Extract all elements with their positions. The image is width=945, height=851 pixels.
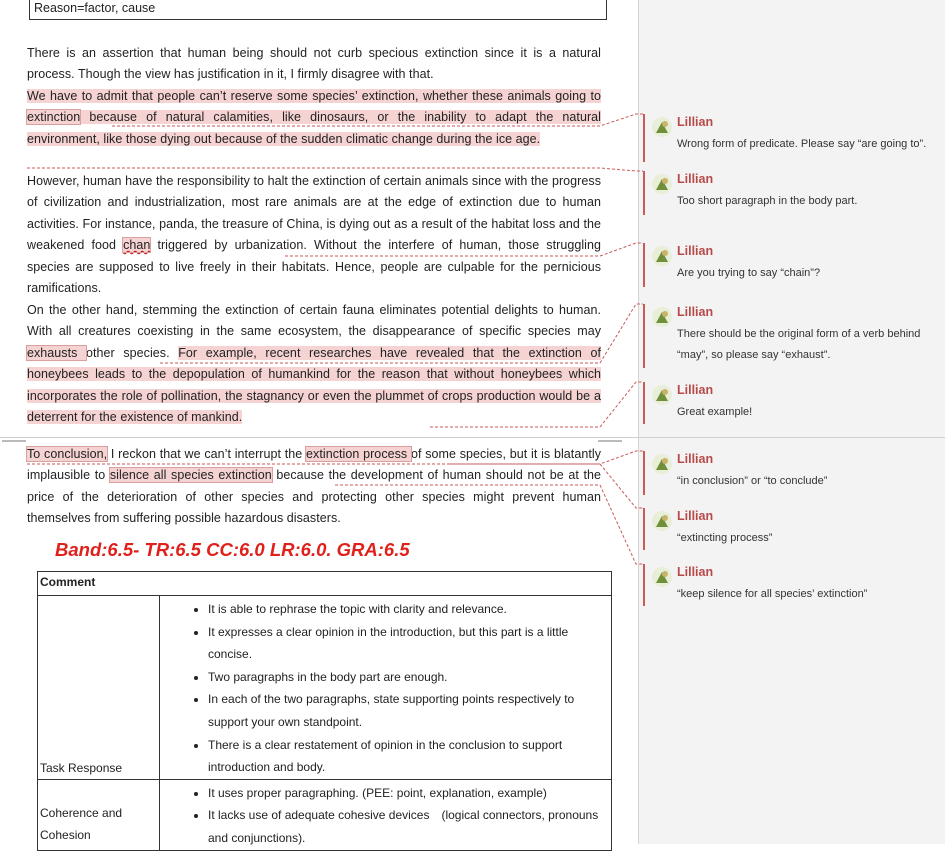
comment-text: There should be the original form of a verb behind “may”, so please say “exhaust”. [677,328,921,361]
bullet-item: • It lacks use of adequate cohesive devices (logical connectors, pronouns and conjunctions). [208,804,609,849]
bullet-item: • It uses proper paragraphing. (PEE: point, explanation, example) [208,782,609,805]
user-avatar-icon [651,510,673,532]
comment-text: “keep silence for all species’ extinction” [677,588,868,600]
paragraph-introduction[interactable] [27,43,601,86]
comment-text: “extincting process” [677,532,773,544]
comment-balloon[interactable] [643,382,943,424]
commented-silence-extinction[interactable]: silence all species extinction [109,468,272,483]
paragraph-text: There is an assertion that human being should not curb specious extinction since it is a natural process. Though the view has justification in it, I firmly disagree with that. [27,46,601,82]
user-avatar-icon [651,116,673,138]
comment-author: Lillian [677,115,714,129]
user-avatar-icon [651,453,673,475]
paragraph-conclusion[interactable]: To conclusion, I reckon that we can’t interrupt the extinction process of some species, but it is blatantly implausible to silence all species extinction because the development of human should not be at the price of the deterioration of other species and protecting other species might prevent human themselves from suffering possible hazardous disasters. [27,447,602,526]
commented-word-exhausts[interactable]: exhausts [27,345,87,360]
comment-author: Lillian [677,305,714,319]
comment-balloon[interactable] [643,564,943,606]
row-label: Coherence and Cohesion [38,779,160,850]
user-avatar-icon [651,306,673,328]
user-avatar-icon [651,173,673,195]
page-break-marker [2,430,26,442]
comment-balloon[interactable] [643,114,943,162]
bullet-item: • There is a clear restatement of opinion in the conclusion to support introduction and body. [208,734,609,779]
comment-author: Lillian [677,452,714,466]
comment-balloon[interactable] [643,243,943,287]
table-row [38,596,612,780]
page-break-marker [598,430,622,442]
commented-to-conclusion[interactable]: To conclusion, [27,447,108,461]
comment-author: Lillian [677,509,714,523]
commented-text[interactable]: We have to admit that people can’t reserve some species’ extinction, whether these animals going to extinction because of natural calamities, like dinosaurs, or the inability to adapt the natural environment, like those dying out because of the sudden climatic change during the ice age. [27,89,601,146]
paragraph-body-1[interactable] [27,86,601,150]
commented-example[interactable]: For example, recent researches have revealed that the extinction of honeybees leads to the depopulation of humankind for the reason that without honeybees which incorporates the role of pollination, the stagnancy or even the plummet of crops production would be a deterrent for the existence of mankind. [27,345,601,425]
comment-text: Too short paragraph in the body part. [677,195,858,207]
user-avatar-icon [651,384,673,406]
bullet-item: • It is able to rephrase the topic with clarity and relevance. [208,598,609,621]
bullet-item: • It expresses a clear opinion in the introduction, but this part is a little concise. [208,621,609,666]
bullet-item: • In each of the two paragraphs, state supporting points respectively to support your own standpoint. [208,688,609,733]
page-break-line [0,437,945,438]
paragraph-body-2[interactable]: However, human have the responsibility to halt the extinction of certain animals since with the progress of civilization and industrialization, most rare animals are at the edge of extinction due to human activities. For instance, panda, the treasure of China, is dying out as a result of the habitat loss and the weakened food chan triggered by urbanization. Without the interfere of human, those struggling species are supposed to live freely in their habitats. Hence, people are culpable for the pernicious ramifications. [27,174,601,296]
table-row [38,779,612,850]
band-score: Band:6.5- TR:6.5 CC:6.0 LR:6.0. GRA:6.5 [55,539,410,560]
row-bullets [160,779,612,850]
comment-text: “in conclusion” or “to conclude” [677,475,828,487]
comment-author: Lillian [677,172,714,186]
user-avatar-icon [651,566,673,588]
comment-author: Lillian [677,383,714,397]
comment-text: Are you trying to say “chain”? [677,267,821,279]
commented-word-chan[interactable]: chan [123,238,151,253]
comment-balloon[interactable] [643,508,943,550]
row-label: Task Response [38,596,160,780]
comment-balloon[interactable] [643,171,943,215]
comment-balloon[interactable] [643,304,943,368]
commented-word-extinction[interactable]: extinction [27,110,81,125]
bullet-item: • Two paragraphs in the body part are enough. [208,666,609,689]
comment-text: Great example! [677,406,753,418]
reason-note-box: Reason=factor, cause [29,0,607,20]
commented-extinction-process[interactable]: extinction process [306,447,411,461]
comment-author: Lillian [677,565,714,579]
paragraph-body-3[interactable]: On the other hand, stemming the extinction of certain fauna eliminates potential delights to human. With all creatures coexisting in the same ecosystem, the disappearance of specific species may exhausts other species. For example, recent researches have revealed that the extinction of honeybees leads to the depopulation of humankind for the reason that without honeybees which incorporates the role of pollination, the stagnancy or even the plummet of crops production would be a deterrent for the existence of mankind. [27,303,601,425]
table-header: Comment [38,572,612,596]
comment-text: Wrong form of predicate. Please say “are going to”. [677,138,927,150]
row-bullets [160,596,612,780]
comment-table [37,571,612,851]
user-avatar-icon [651,245,673,267]
comment-author: Lillian [677,244,714,258]
comment-balloon[interactable] [643,451,943,495]
